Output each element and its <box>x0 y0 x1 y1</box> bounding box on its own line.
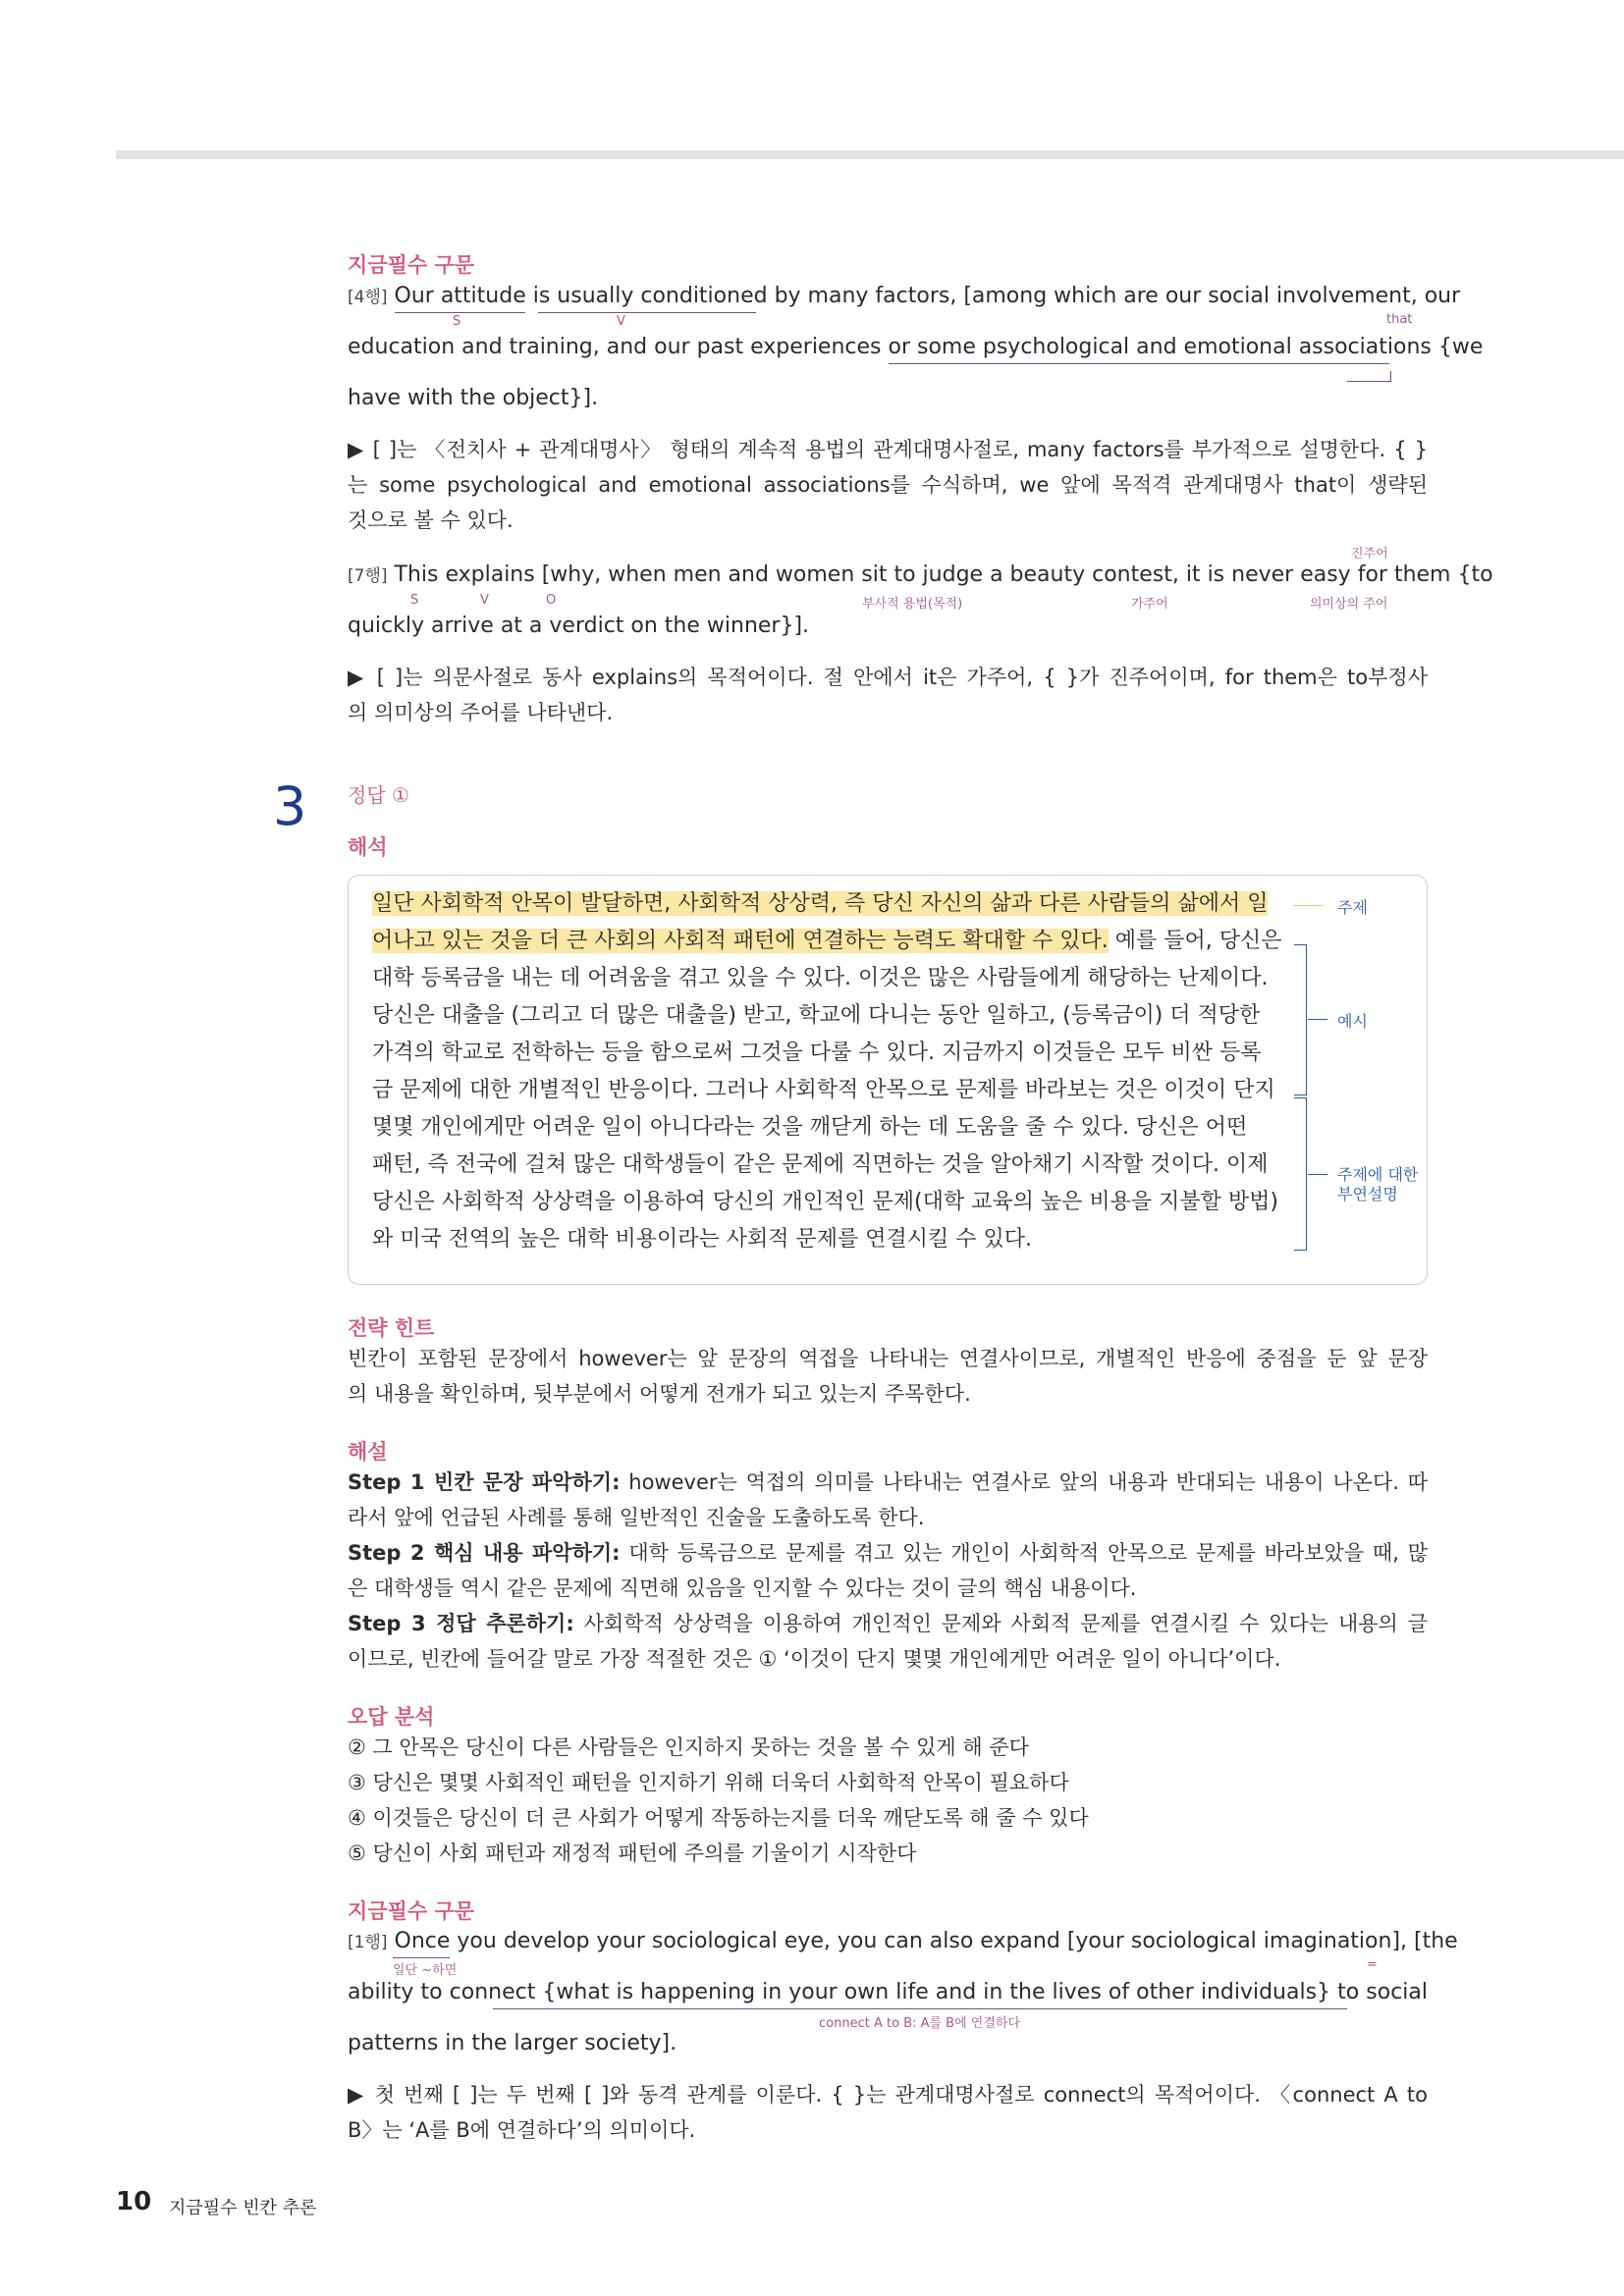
sentence-text: have with the object}]. <box>348 386 599 410</box>
note-text: ▶ [ ]는 의문사절로 동사 explains의 목적어이다. 절 안에서 it은 가주어, { }가 진주어이며, for them은 to부정사 <box>348 666 1428 689</box>
grammar-annotation: V <box>480 593 489 608</box>
note-text: 는 some psychological and emotional associations를 수식하며, we 앞에 목적격 관계대명사 that이 생략된 <box>348 473 1428 497</box>
grammar-annotation: connect A to B: A를 B에 연결하다 <box>815 2012 1024 2031</box>
sentence-text: patterns in the larger society]. <box>348 2031 677 2056</box>
side-label-theme: 주제 <box>1337 898 1368 917</box>
grammar-annotation: 일단 ~하면 <box>393 1963 458 1978</box>
highlighted-text: 어나고 있는 것을 더 큰 사회의 사회적 패턴에 연결하는 능력도 확대할 수 있다. <box>372 929 1109 953</box>
sentence-line <box>348 330 1484 365</box>
step-text: 이므로, 빈칸에 들어갈 말로 가장 적절한 것은 ① ‘이것이 단지 몇몇 개인에게만 어려운 일이 아니다’이다. <box>348 1647 1281 1671</box>
question-number: 3 <box>273 775 307 837</box>
note-text: 의 의미상의 주어를 나타낸다. <box>348 701 614 724</box>
connector-line <box>1308 1174 1327 1175</box>
highlighted-text: 일단 사회학적 안목이 발달하면, 사회학적 상상력, 즉 당신 자신의 삶과 다른 사람들의 삶에서 일 <box>372 891 1269 916</box>
underline <box>393 1957 450 1958</box>
underline <box>395 312 525 313</box>
top-divider <box>116 150 1624 159</box>
step-line <box>348 1465 1428 1500</box>
note-line <box>348 467 1428 503</box>
translation-line: 당신은 대출을 (그리고 더 많은 대출을) 받고, 학교에 다니는 동안 일하고, (등록금이) 더 적당한 <box>372 1003 1261 1028</box>
underline <box>538 312 756 313</box>
sentence-line <box>348 558 1493 594</box>
note-text: B〉는 ‘A를 B에 연결하다’의 의미이다. <box>348 2118 696 2142</box>
step-line <box>348 1606 1428 1641</box>
step-text: 사회학적 상상력을 이용하여 개인적인 문제와 사회적 문제를 연결시킬 수 있다는 내용의 글 <box>573 1612 1428 1635</box>
grammar-annotation: O <box>546 593 557 608</box>
wrong-answer-title: 오답 분석 <box>348 1705 435 1729</box>
grammar-annotation: S <box>410 593 419 608</box>
grammar-annotation: 가주어 <box>1131 597 1168 612</box>
grammar-annotation: S <box>453 314 461 329</box>
grammar-annotation: 의미상의 주어 <box>1310 597 1388 612</box>
hint-text: 빈칸이 포함된 문장에서 however는 앞 문장의 역접을 나타내는 연결사이므로, 개별적인 반응에 중점을 둔 앞 문장 <box>348 1347 1428 1370</box>
line-tag: [1행] <box>348 1933 388 1952</box>
sentence-line <box>348 279 1461 315</box>
translation-line <box>372 923 1281 960</box>
grammar-annotation: 진주어 <box>1351 547 1388 561</box>
sentence-line <box>348 2026 1428 2061</box>
translation-box <box>348 875 1428 1285</box>
grammar-annotation: = <box>1367 1957 1378 1972</box>
step-line <box>348 1641 1428 1677</box>
answer-value: ① <box>392 783 409 807</box>
bracket <box>1294 1097 1307 1251</box>
footer-title: 지금필수 빈칸 추론 <box>169 2198 317 2218</box>
answer-line <box>348 779 1428 808</box>
connector-line <box>1308 1019 1327 1020</box>
page-number: 10 <box>116 2187 152 2216</box>
answer-label: 정답 <box>348 783 386 807</box>
translation-text: 예를 들어, 당신은 <box>1108 929 1282 953</box>
side-label-example: 예시 <box>1337 1012 1368 1031</box>
side-label-extra: 부연설명 <box>1337 1185 1398 1203</box>
step-line <box>348 1500 1428 1535</box>
translation-title: 해석 <box>348 835 388 859</box>
section-title: 지금필수 구문 <box>348 1899 475 1923</box>
note-text: ▶ [ ]는 〈전치사 + 관계대명사〉 형태의 계속적 용법의 관계대명사절로, many factors를 부가적으로 설명한다. { } <box>348 438 1428 461</box>
translation-line: 와 미국 전역의 높은 대학 비용이라는 사회적 문제를 연결시킬 수 있다. <box>372 1227 1032 1252</box>
syntax-section-1 <box>348 249 1428 279</box>
note-line <box>348 695 1428 730</box>
underline <box>493 2008 1347 2009</box>
side-label-extra: 주제에 대한 <box>1337 1165 1419 1184</box>
connector-line <box>1294 905 1324 906</box>
line-tag: [7행] <box>348 566 388 586</box>
note-line <box>348 2077 1428 2112</box>
translation-line: 대학 등록금을 내는 데 어려움을 겪고 있을 수 있다. 이것은 많은 사람들에게 해당하는 난제이다. <box>372 966 1269 990</box>
step-label: Step 2 핵심 내용 파악하기: <box>348 1541 621 1565</box>
step-text: 은 대학생들 역시 같은 문제에 직면해 있음을 인지할 수 있다는 것이 글의 핵심 내용이다. <box>348 1576 1137 1600</box>
option-item: ③ 당신은 몇몇 사회적인 패턴을 인지하기 위해 더욱더 사회학적 안목이 필요하다 <box>348 1771 1069 1794</box>
hint-line <box>348 1341 1428 1376</box>
note-line <box>348 2112 1428 2148</box>
translation-line: 가격의 학교로 전학하는 등을 함으로써 그것을 다룰 수 있다. 지금까지 이것들은 모두 비싼 등록 <box>372 1041 1262 1065</box>
step-text: 라서 앞에 언급된 사례를 통해 일반적인 진술을 도출하도록 한다. <box>348 1506 925 1529</box>
sentence-text: ability to connect {what is happening in your own life and in the lives of other individuals} to social <box>348 1980 1428 2004</box>
translation-line: 당신은 사회학적 상상력을 이용하여 당신의 개인적인 문제(대학 교육의 높은 비용을 지불할 방법) <box>372 1190 1278 1214</box>
translation-line: 금 문제에 대한 개별적인 반응이다. 그러나 사회학적 안목으로 문제를 바라보는 것은 이것이 단지 <box>372 1078 1275 1102</box>
sentence-text: This explains [why, when men and women sit to judge a beauty contest, it is never easy for them {to <box>394 562 1493 587</box>
grammar-annotation: that <box>1386 312 1413 327</box>
hint-line <box>348 1376 1428 1412</box>
note-text: 것으로 볼 수 있다. <box>348 508 514 532</box>
note-line <box>348 503 1428 538</box>
translation-line: 패턴, 즉 전국에 걸쳐 많은 대학생들이 같은 문제에 직면하는 것을 알아채기 시작할 것이다. 이제 <box>372 1152 1269 1177</box>
sentence-line <box>348 1975 1428 2010</box>
step-text: 대학 등록금으로 문제를 겪고 있는 개인이 사회학적 안목으로 문제를 바라보았을 때, 많 <box>620 1541 1428 1565</box>
grammar-annotation: V <box>617 314 625 329</box>
option-item: ⑤ 당신이 사회 패턴과 재정적 패턴에 주의를 기울이기 시작한다 <box>348 1842 917 1865</box>
line-tag: [4행] <box>348 288 388 307</box>
note-text: ▶ 첫 번째 [ ]는 두 번째 [ ]와 동격 관계를 이룬다. { }는 관계대명사절로 connect의 목적어이다. 〈connect A to <box>348 2083 1428 2107</box>
step-label: Step 3 정답 추론하기: <box>348 1612 574 1635</box>
option-item: ④ 이것들은 당신이 더 큰 사회가 어떻게 작동하는지를 더욱 깨닫도록 해 줄 수 있다 <box>348 1806 1089 1830</box>
note-line <box>348 432 1428 467</box>
grammar-annotation: 부사적 용법(목적) <box>862 597 963 612</box>
note-line <box>348 660 1428 695</box>
hint-title: 전략 힌트 <box>348 1316 435 1340</box>
hint-text: 의 내용을 확인하며, 뒷부분에서 어떻게 전개가 되고 있는지 주목한다. <box>348 1382 971 1406</box>
sentence-text: quickly arrive at a verdict on the winner}]. <box>348 614 810 638</box>
sentence-line <box>348 609 1428 644</box>
sentence-text: Once you develop your sociological eye, you can also expand [your sociological imagination], [the <box>394 1929 1458 1953</box>
step-label: Step 1 빈칸 문장 파악하기: <box>348 1470 621 1494</box>
sentence-line <box>348 381 1428 416</box>
translation-line <box>372 885 1268 923</box>
step-line <box>348 1535 1428 1571</box>
underline <box>889 363 1389 364</box>
translation-line: 몇몇 개인에게만 어려운 일이 아니다라는 것을 깨닫게 하는 데 도움을 줄 수 있다. 당신은 어떤 <box>372 1115 1248 1140</box>
step-text: however는 역접의 의미를 나타내는 연결사로 앞의 내용과 반대되는 내용이 나온다. 따 <box>620 1470 1428 1494</box>
bracket <box>1294 944 1307 1095</box>
sentence-text: education and training, and our past experiences or some psychological and emotional associations {we <box>348 335 1484 359</box>
step-line <box>348 1571 1428 1606</box>
explanation-title: 해설 <box>348 1440 388 1464</box>
option-item: ② 그 안목은 당신이 다른 사람들은 인지하지 못하는 것을 볼 수 있게 해 준다 <box>348 1735 1029 1759</box>
sentence-line <box>348 1924 1458 1960</box>
section-title: 지금필수 구문 <box>348 253 475 277</box>
sentence-text: Our attitude is usually conditioned by many factors, [among which are our social involvement, our <box>394 284 1461 308</box>
